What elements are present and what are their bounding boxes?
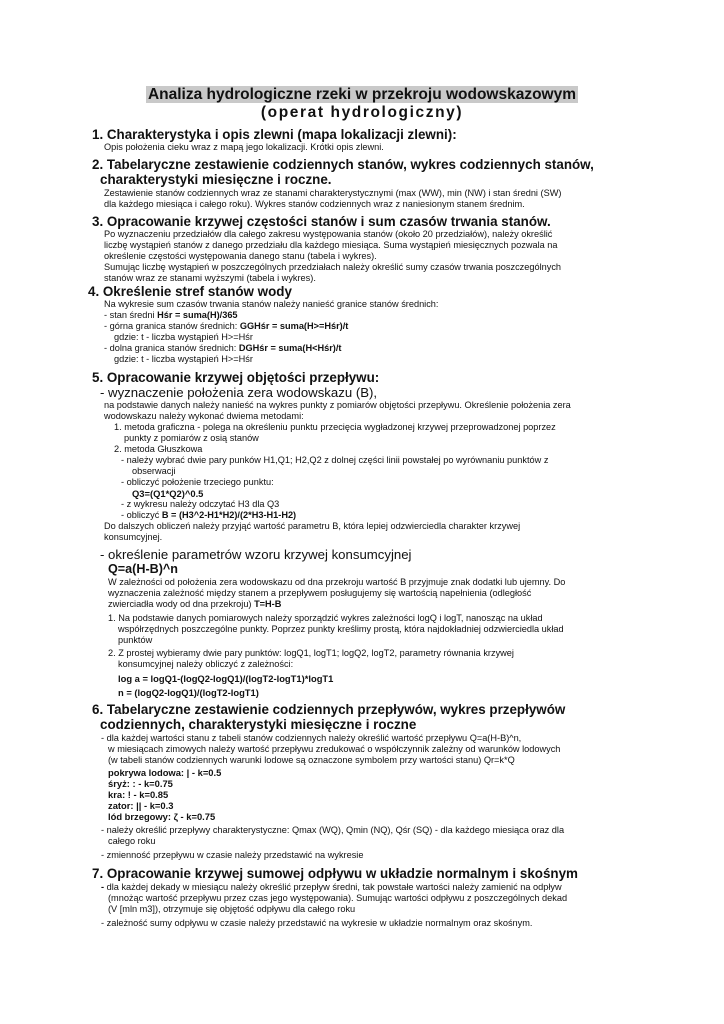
section-3-line: Po wyznaczeniu przedziałów dla całego zakresu występowania stanów (około 20 przedziałów), należy określić bbox=[104, 229, 553, 239]
section-7-line: (mnożąc wartość przepływu przez czas jego występowania). Sumując wartości odpływu z poszczególnych dekad bbox=[108, 893, 568, 903]
section-4-heading: 4. Określenie stref stanów wody bbox=[88, 284, 292, 299]
section-6-line: (w tabeli stanów codziennych warunki lodowe są oznaczone symbolem przy wartości stanu) Qr=k*Q bbox=[108, 755, 515, 765]
section-1-text: Opis położenia cieku wraz z mapą jego lokalizacji. Krótki opis zlewni. bbox=[104, 142, 384, 152]
section-7-heading: 7. Opracowanie krzywej sumowej odpływu w układzie normalnym i skośnym bbox=[92, 866, 578, 881]
section-3-line: określenie częstości występowania danego stanu (tabela i wykres). bbox=[104, 251, 377, 261]
section-5-line: wyznaczenia zależność między stanem a przepływem posługujemy się wartością napełnienia (odległość bbox=[108, 588, 532, 598]
section-5-line: wodowskazu należy wykonać dwiema metodami: bbox=[104, 411, 304, 421]
section-5-line: W zależności od położenia zera wodowskazu od dna przekroju wartość B przyjmuje znak dodatki lub ujemny. Do bbox=[108, 577, 566, 587]
section-5-line: - obliczyć położenie trzeciego punktu: bbox=[121, 477, 274, 487]
rating-curve-formula: Q=a(H-B)^n bbox=[108, 562, 178, 576]
section-5-subheading: - wyznaczenie położenia zera wodowskazu (B), bbox=[100, 385, 378, 400]
section-5-subheading: - określenie parametrów wzoru krzywej konsumcyjnej bbox=[100, 547, 412, 562]
section-5-line: współrzędnych poszczególne punkty. Poprzez punkty kreślimy prostą, która najdokładniej odzwierciedla układ bbox=[118, 624, 564, 634]
section-3-line: stanów wraz ze stanami wyższymi (tabela i wykres). bbox=[104, 273, 316, 283]
section-5-line: - obliczyć B = (H3^2-H1*H2)/(2*H3-H1-H2) bbox=[121, 510, 297, 520]
section-3-line: Sumując liczbę wystąpień w poszczególnych przedziałach należy określić sumy czasów trwania poszczególnych bbox=[104, 262, 562, 272]
section-2-heading-cont: charakterystyki miesięczne i roczne. bbox=[100, 172, 332, 187]
section-4-line: Na wykresie sum czasów trwania stanów należy nanieść granice stanów średnich: bbox=[104, 299, 439, 309]
section-5-line: obserwacji bbox=[132, 466, 176, 476]
section-7-line: - zależność sumy odpływu w czasie należy przedstawić na wykresie w układzie normalnym oraz skośnym. bbox=[101, 918, 533, 928]
section-5-line: konsumcyjnej należy obliczyć z zależności: bbox=[118, 659, 294, 669]
section-4-line: - stan średni Hśr = suma(H)/365 bbox=[104, 310, 238, 320]
section-5-line: 1. Na podstawie danych pomiarowych należy sporządzić wykres zależności logQ i logT, nanosząc na układ bbox=[108, 613, 543, 623]
ice-condition: zator: || - k=0.3 bbox=[108, 800, 174, 811]
section-1-heading: 1. Charakterystyka i opis zlewni (mapa lokalizacji zlewni): bbox=[92, 127, 457, 142]
section-2-line: dla każdego miesiąca i całego roku). Wykres stanów codziennych wraz z naniesionym stanem średnim. bbox=[104, 199, 525, 209]
section-6-line: - zmienność przepływu w czasie należy przedstawić na wykresie bbox=[101, 850, 364, 860]
section-5-formula: log a = logQ1-(logQ2-logQ1)/(logT2-logT1)*logT1 bbox=[118, 673, 334, 684]
section-5-heading: 5. Opracowanie krzywej objętości przepływu: bbox=[92, 370, 380, 385]
section-4-line: - dolna granica stanów średnich: DGHśr = suma(H<Hśr)/t bbox=[104, 343, 342, 353]
section-6-heading: 6. Tabelaryczne zestawienie codziennych przepływów, wykres przepływów bbox=[92, 702, 566, 717]
section-3-line: liczbę wystąpień stanów z danego przedziału dla każdego miesiąca. Suma wystąpień miesięcznych pozwala na bbox=[104, 240, 558, 250]
document-title: Analiza hydrologiczne rzeki w przekroju wodowskazowym bbox=[147, 86, 577, 103]
section-5-line: - należy wybrać dwie pary punków H1,Q1; H2,Q2 z dolnej części linii powstałej po wyrównaniu punktów z bbox=[121, 455, 549, 465]
section-4-line: gdzie: t - liczba wystąpień H>=Hśr bbox=[114, 332, 253, 342]
section-5-line: 1. metoda graficzna - polega na określeniu punktu przecięcia wygładzonej krzywej przeprowadzonej poprzez bbox=[114, 422, 556, 432]
section-6-line: - dla każdej wartości stanu z tabeli stanów codziennych należy określić wartość przepływu Q=a(H-B)^n, bbox=[101, 733, 522, 743]
section-5-line: Do dalszych obliczeń należy przyjąć wartość parametru B, która lepiej odzwierciedla charakter krzywej bbox=[104, 521, 521, 531]
section-5-line: 2. Z prostej wybieramy dwie pary punktów: logQ1, logT1; logQ2, logT2, parametry równania krzywej bbox=[108, 648, 514, 658]
ice-condition: śryż: : - k=0.75 bbox=[108, 778, 173, 789]
section-6-line: całego roku bbox=[108, 836, 156, 846]
section-5-line: - z wykresu należy odczytać H3 dla Q3 bbox=[121, 499, 280, 509]
section-6-line: w miesiącach zimowych należy wartość przepływu zredukować o współczynnik zależny od warunków lodowych bbox=[108, 744, 561, 754]
ice-condition: pokrywa lodowa: | - k=0.5 bbox=[108, 767, 222, 778]
ice-condition: lód brzegowy: ζ - k=0.75 bbox=[108, 811, 216, 822]
section-5-line: na podstawie danych należy nanieść na wykres punkty z pomiarów objętości przepływu. Określenie położenia zera bbox=[104, 400, 571, 410]
section-7-line: (V [mln m3]), otrzymuje się objętość odpływu dla całego roku bbox=[108, 904, 356, 914]
section-5-line: punktów bbox=[118, 635, 153, 645]
section-5-line: konsumcyjnej. bbox=[104, 532, 163, 542]
section-4-line: - górna granica stanów średnich: GGHśr = suma(H>=Hśr)/t bbox=[104, 321, 349, 331]
section-7-line: - dla każdej dekady w miesiącu należy określić przepływ średni, tak powstałe wartości należy zamienić na odpływ bbox=[101, 882, 562, 892]
section-4-line: gdzie: t - liczba wystąpień H>=Hśr bbox=[114, 354, 253, 364]
section-5-formula: Q3=(Q1*Q2)^0.5 bbox=[132, 488, 204, 499]
section-5-formula: n = (logQ2-logQ1)/(logT2-logT1) bbox=[118, 687, 259, 698]
section-5-line: 2. metoda Głuszkowa bbox=[114, 444, 203, 454]
section-3-heading: 3. Opracowanie krzywej częstości stanów i sum czasów trwania stanów. bbox=[92, 214, 551, 229]
section-6-line: - należy określić przepływy charakterystyczne: Qmax (WQ), Qmin (NQ), Qśr (SQ) - dla każdego miesiąca oraz dla bbox=[101, 825, 565, 835]
document-subtitle: (operat hydrologiczny) bbox=[260, 104, 464, 121]
section-2-heading: 2. Tabelaryczne zestawienie codziennych stanów, wykres codziennych stanów, bbox=[92, 157, 594, 172]
section-6-heading-cont: codziennych, charakterystyki miesięczne i roczne bbox=[100, 717, 417, 732]
section-2-line: Zestawienie stanów codziennych wraz ze stanami charakterystycznymi (max (WW), min (NW) i stan średni (SW) bbox=[104, 188, 562, 198]
section-5-line: punkty z pomiarów z osią stanów bbox=[124, 433, 259, 443]
section-5-line: zwierciadła wody od dna przekroju) T=H-B bbox=[108, 599, 282, 609]
ice-condition: kra: ! - k=0.85 bbox=[108, 789, 169, 800]
